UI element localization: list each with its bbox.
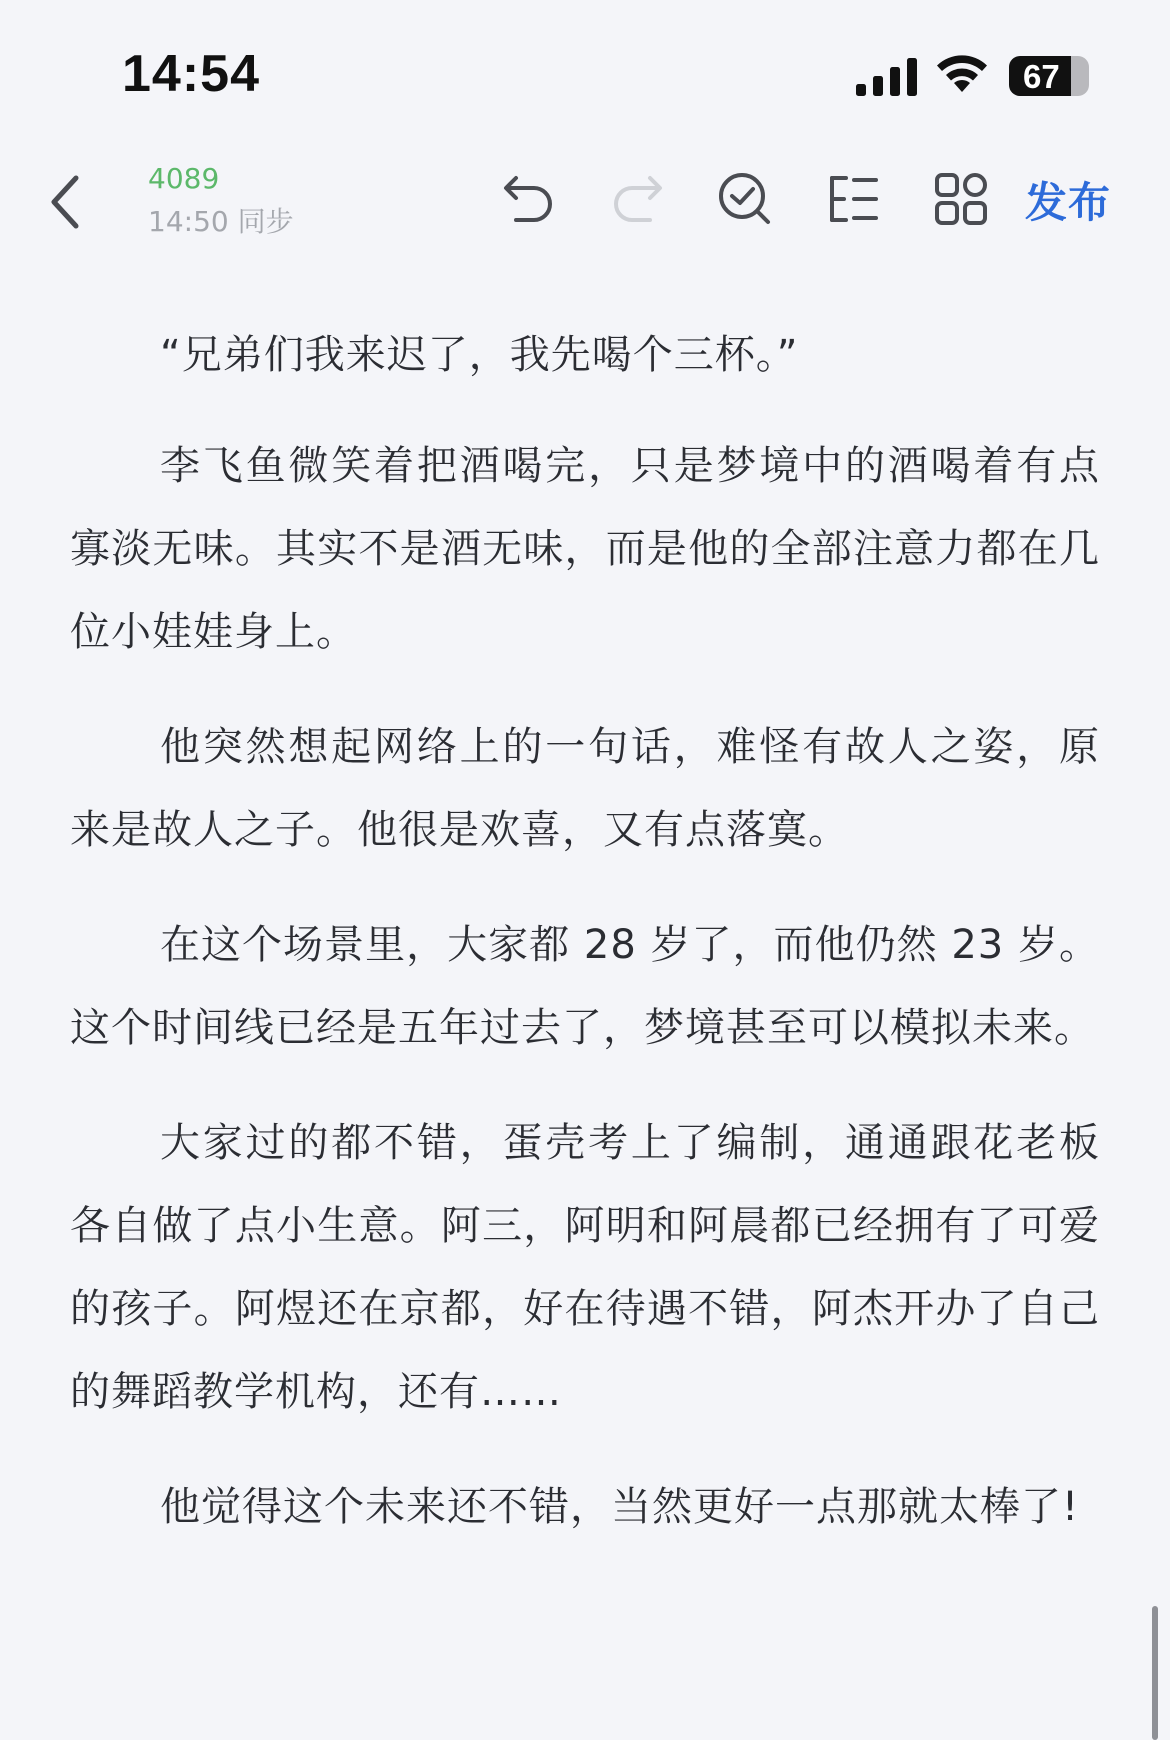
battery-level: 67 <box>1023 58 1060 95</box>
scrollbar-thumb[interactable] <box>1152 1606 1158 1740</box>
word-count: 4089 <box>148 162 220 195</box>
publish-button[interactable]: 发布 <box>1025 178 1112 227</box>
cellular-signal-icon <box>856 58 920 96</box>
outline-list-icon[interactable] <box>824 170 882 228</box>
paragraph[interactable]: 大家过的都不错，蛋壳考上了编制，通通跟花老板各自做了点小生意。阿三，阿明和阿晨都已经拥有了可爱的孩子。阿煜还在京都，好在待遇不错，阿杰开办了自己的舞蹈教学机构，还有…… <box>70 1120 1100 1415</box>
status-time: 14:54 <box>122 45 260 103</box>
editor-toolbar <box>0 150 1170 260</box>
search-check-icon[interactable] <box>716 170 774 228</box>
battery-icon <box>1009 56 1089 96</box>
document-body[interactable] <box>70 315 1100 1581</box>
redo-icon[interactable] <box>608 170 666 228</box>
status-bar <box>0 0 1170 150</box>
paragraph[interactable]: 他突然想起网络上的一句话，难怪有故人之姿，原来是故人之子。他很是欢喜，又有点落寞。 <box>70 724 1100 853</box>
wifi-icon <box>934 52 990 94</box>
paragraph[interactable]: 李飞鱼微笑着把酒喝完，只是梦境中的酒喝着有点寡淡无味。其实不是酒无味，而是他的全部注意力都在几位小娃娃身上。 <box>70 443 1100 655</box>
back-chevron-icon[interactable] <box>46 170 86 234</box>
sync-status: 14:50 同步 <box>148 205 294 238</box>
paragraph[interactable]: “兄弟们我来迟了，我先喝个三杯。” <box>160 332 799 378</box>
grid-apps-icon[interactable] <box>932 170 990 228</box>
paragraph[interactable]: 他觉得这个未来还不错，当然更好一点那就太棒了! <box>160 1484 1080 1530</box>
undo-icon[interactable] <box>500 170 558 228</box>
paragraph[interactable]: 在这个场景里，大家都 28 岁了，而他仍然 23 岁。这个时间线已经是五年过去了，梦境甚至可以模拟未来。 <box>70 922 1100 1051</box>
